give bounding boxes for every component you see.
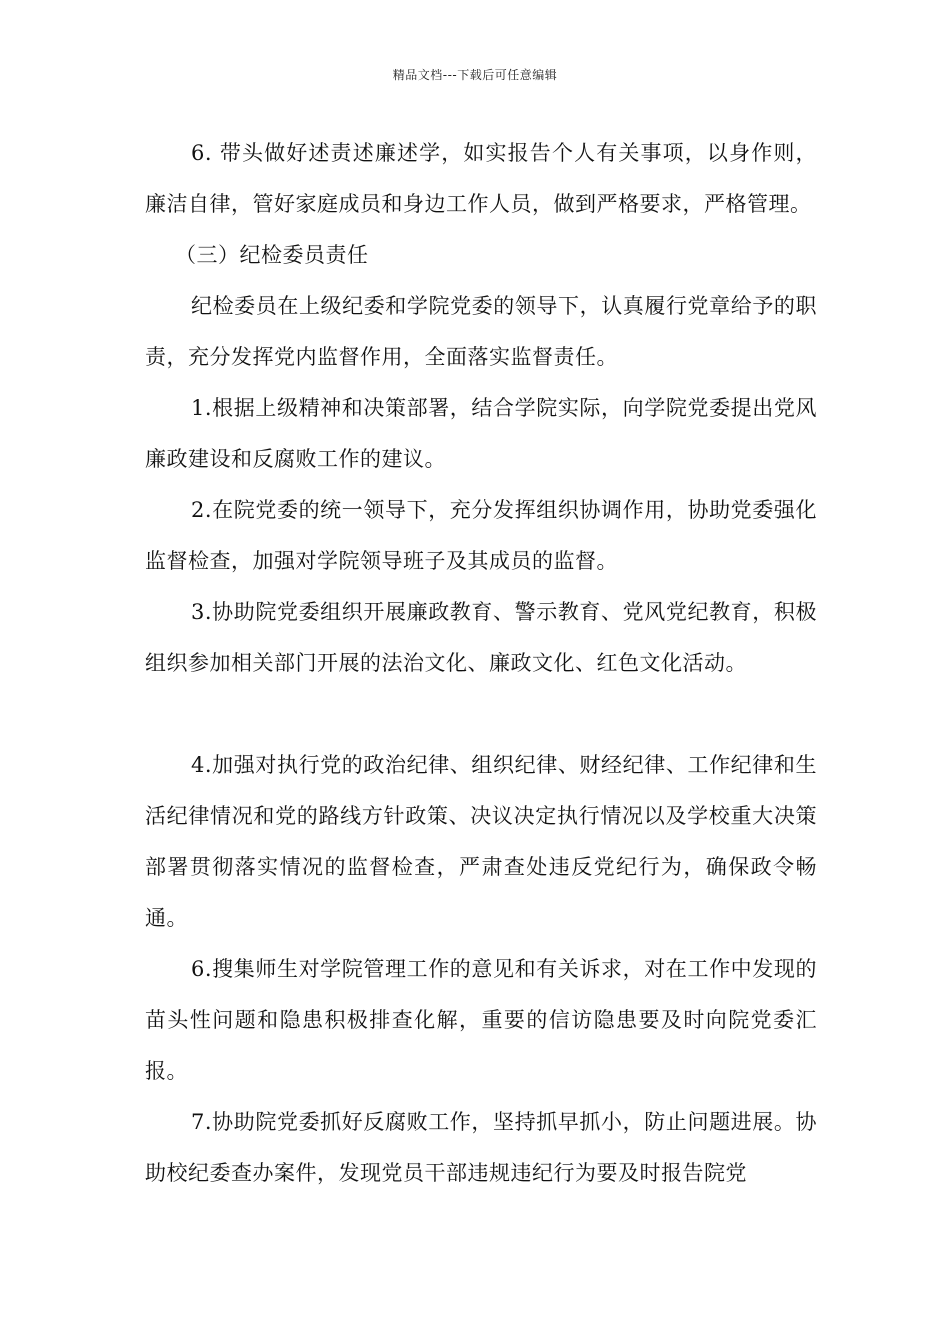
paragraph-item-4: 4.加强对执行党的政治纪律、组织纪律、财经纪律、工作纪律和生活纪律情况和党的路线方针政策、决议决定执行情况以及学校重大决策部署贯彻落实情况的监督检查，严肃查处违反党纪行为，确保政令畅通。 [145, 753, 817, 930]
paragraph-item-3: 3.协助院党委组织开展廉政教育、警示教育、党风党纪教育，积极组织参加相关部门开展的法治文化、廉政文化、红色文化活动。 [145, 600, 817, 675]
paragraph-item-7: 7.协助院党委抓好反腐败工作，坚持抓早抓小，防止问题进展。协助校纪委查办案件，发现党员干部违规违纪行为要及时报告院党 [145, 1110, 817, 1185]
document-body [145, 128, 817, 1199]
page-header: 精品文档---下载后可任意编辑 [392, 68, 558, 82]
paragraph-item-6: 6.搜集师生对学院管理工作的意见和有关诉求，对在工作中发现的苗头性问题和隐患积极排查化解，重要的信访隐患要及时向院党委汇报。 [145, 957, 817, 1083]
paragraph-intro: 纪检委员在上级纪委和学院党委的领导下，认真履行党章给予的职责，充分发挥党内监督作用，全面落实监督责任。 [145, 294, 817, 369]
blank-gap [145, 689, 817, 740]
paragraph-item-2: 2.在院党委的统一领导下，充分发挥组织协调作用，协助党委强化监督检查，加强对学院领导班子及其成员的监督。 [145, 498, 817, 573]
section-heading-inspection-member: （三）纪检委员责任 [175, 243, 369, 267]
paragraph-item-1: 1.根据上级精神和决策部署，结合学院实际，向学院党委提出党风廉政建设和反腐败工作的建议。 [145, 396, 817, 471]
paragraph-item-6-lead: 6. 带头做好述责述廉述学，如实报告个人有关事项，以身作则，廉洁自律，管好家庭成员和身边工作人员，做到严格要求，严格管理。 [145, 141, 817, 216]
